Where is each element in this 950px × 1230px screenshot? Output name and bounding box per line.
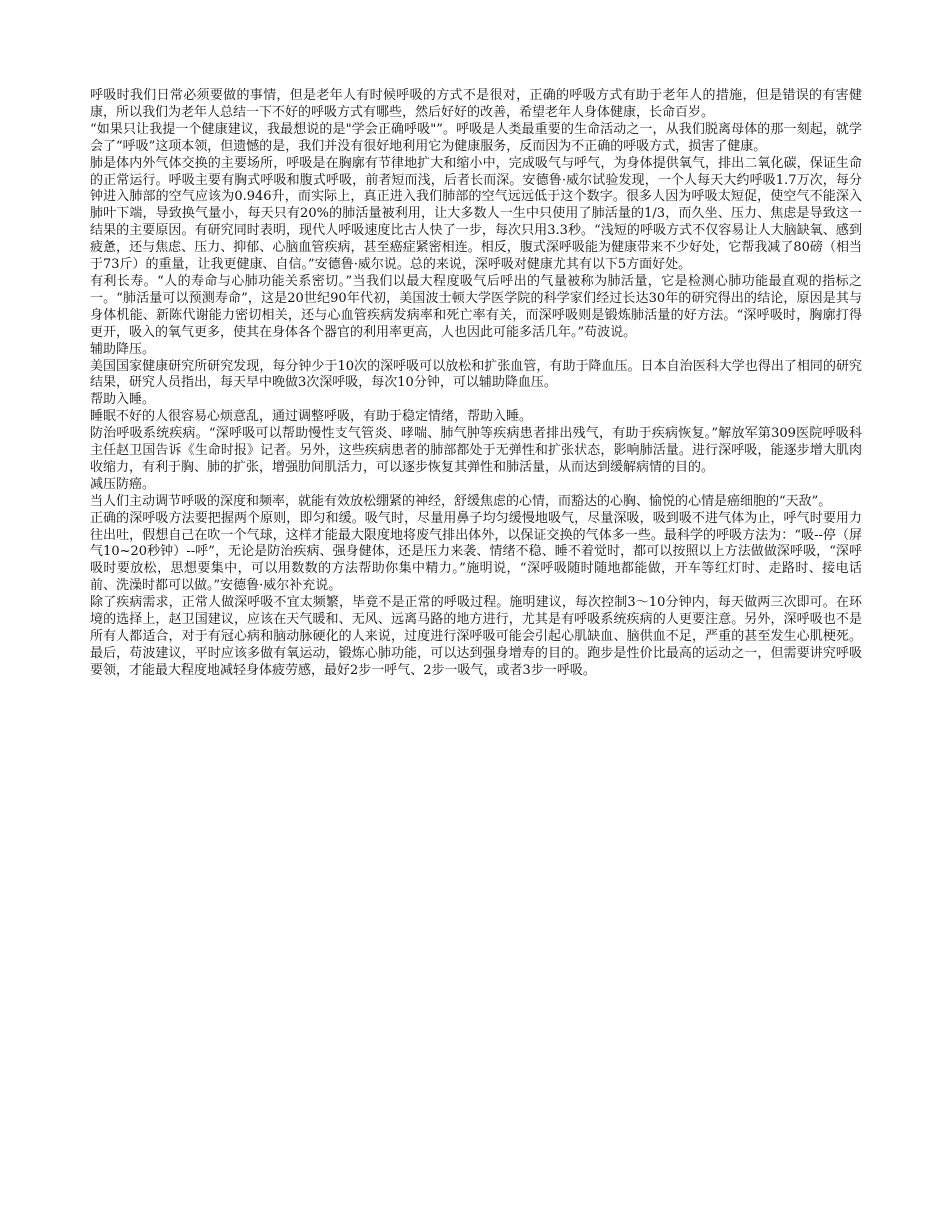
paragraph-blood-pressure: 美国国家健康研究所研究发现，每分钟少于10次的深呼吸可以放松和扩张血管，有助于降血压。日本自治医科大学也得出了相同的研究结果，研究人员指出，每天早中晚做3次深呼吸，每次10分钟，可以辅助降血压。	[90, 358, 862, 391]
paragraph-sleep: 睡眠不好的人很容易心烦意乱，通过调整呼吸，有助于稳定情绪，帮助入睡。	[90, 409, 533, 425]
paragraph-quote: “如果只让我提一个健康建议，我最想说的是"学会正确呼吸"”。呼吸是人类最重要的生命活动之一，从我们脱离母体的那一刻起，就学会了“呼吸”这项本领，但遗憾的是，我们并没有很好地利用它为健康服务，反而因为不正确的呼吸方式，损害了健康。	[90, 121, 862, 154]
subheading-stress-cancer: 减压防癌。	[90, 476, 156, 492]
subheading-lower-blood-pressure: 辅助降压。	[90, 341, 156, 357]
paragraph-method: 正确的深呼吸方法要把握两个原则，即匀和缓。吸气时，尽量用鼻子均匀缓慢地吸气，尽量深吸，吸到吸不进气体为止，呼气时要用力往出吐，假想自己在吹一个气球，这样才能最大限度地将废气排出体外，以保证交换的气体多一些。最科学的呼吸方法为：“吸--停（屏气10~20秒钟）--呼”，无论是防治疾病、强身健体，还是压力来袭、情绪不稳、睡不着觉时，都可以按照以上方法做做深呼吸，“深呼吸时要放松，思想要集中，可以用数数的方法帮助你集中精力。”施明说，“深呼吸随时随地都能做，开车等红灯时、走路时、接电话前、洗澡时都可以做。”安德鲁·威尔补充说。	[90, 510, 862, 594]
paragraph-longevity: 有利长寿。“人的寿命与心肺功能关系密切。”当我们以最大程度吸气后呼出的气量被称为肺活量，它是检测心肺功能最直观的指标之一。“肺活量可以预测寿命”，这是20世纪90年代初，美国波士顿大学医学院的科学家们经过长达30年的研究得出的结论，原因是其与身体机能、新陈代谢能力密切相关，还与心血管疾病发病率和死亡率有关，而深呼吸则是锻炼肺活量的好方法。“深呼吸时，胸廓打得更开，吸入的氧气更多，使其在身体各个器官的利用率更高，人也因此可能多活几年。”苟波说。	[90, 273, 862, 340]
paragraph-respiratory-disease: 防治呼吸系统疾病。“深呼吸可以帮助慢性支气管炎、哮喘、肺气肿等疾病患者排出残气，有助于疾病恢复。”解放军第309医院呼吸科主任赵卫国告诉《生命时报》记者。另外，这些疾病患者的肺部都处于无弹性和扩张状态，影响肺活量。进行深呼吸，能逐步增大肌肉收缩力，有利于胸、肺的扩张，增强肋间肌活力，可以逐步恢复其弹性和肺活量，从而达到缓解病情的目的。	[90, 426, 862, 475]
paragraph-advice: 除了疾病需求，正常人做深呼吸不宜太频繁，毕竟不是正常的呼吸过程。施明建议，每次控制3～10分钟内，每天做两三次即可。在环境的选择上，赵卫国建议，应该在天气暖和、无风、远离马路的地方进行，尤其是有呼吸系统疾病的人更要注意。另外，深呼吸也不是所有人都适合，对于有冠心病和脑动脉硬化的人来说，过度进行深呼吸可能会引起心肌缺血、脑供血不足，严重的甚至发生心肌梗死。最后，苟波建议，平时应该多做有氧运动，锻炼心肺功能，可以达到强身增寿的目的。跑步是性价比最高的运动之一，但需要讲究呼吸要领，才能最大程度地减轻身体疲劳感，最好2步一呼气、2步一吸气，或者3步一呼吸。	[90, 595, 862, 678]
paragraph-lung-function: 肺是体内外气体交换的主要场所，呼吸是在胸廓有节律地扩大和缩小中，完成吸气与呼气，为身体提供氧气，排出二氧化碳，保证生命的正常运行。呼吸主要有胸式呼吸和腹式呼吸，前者短而浅，后者长而深。安德鲁·威尔试验发现，一个人每天大约呼吸1.7万次，每分钟进入肺部的空气应该为0.946升，而实际上，真正进入我们肺部的空气远远低于这个数字。很多人因为呼吸太短促，使空气不能深入肺叶下端，导致换气量小，每天只有20%的肺活量被利用，让大多数人一生中只使用了肺活量的1/3，而久坐、压力、焦虑是导致这一结果的主要原因。有研究同时表明，现代人呼吸速度比古人快了一步，每次只用3.3秒。“浅短的呼吸方式不仅容易让人大脑缺氧、感到疲惫，还与焦虑、压力、抑郁、心脑血管疾病，甚至癌症紧密相连。相反，腹式深呼吸能为健康带来不少好处，它帮我减了80磅（相当于73斤）的重量，让我更健康、自信。”安德鲁·威尔说。总的来说，深呼吸对健康尤其有以下5方面好处。	[90, 155, 862, 273]
article-body	[90, 88, 862, 680]
subheading-sleep: 帮助入睡。	[90, 392, 156, 408]
paragraph-intro: 呼吸时我们日常必须要做的事情，但是老年人有时候呼吸的方式不是很对，正确的呼吸方式有助于老年人的措施，但是错误的有害健康，所以我们为老年人总结一下不好的呼吸方式有哪些，然后好好的改善，希望老年人身体健康，长命百岁。	[90, 88, 862, 120]
paragraph-stress-cancer: 当人们主动调节呼吸的深度和频率，就能有效放松绷紧的神经，舒缓焦虑的心情，而豁达的心胸、愉悦的心情是癌细胞的“天敌”。	[90, 493, 832, 509]
